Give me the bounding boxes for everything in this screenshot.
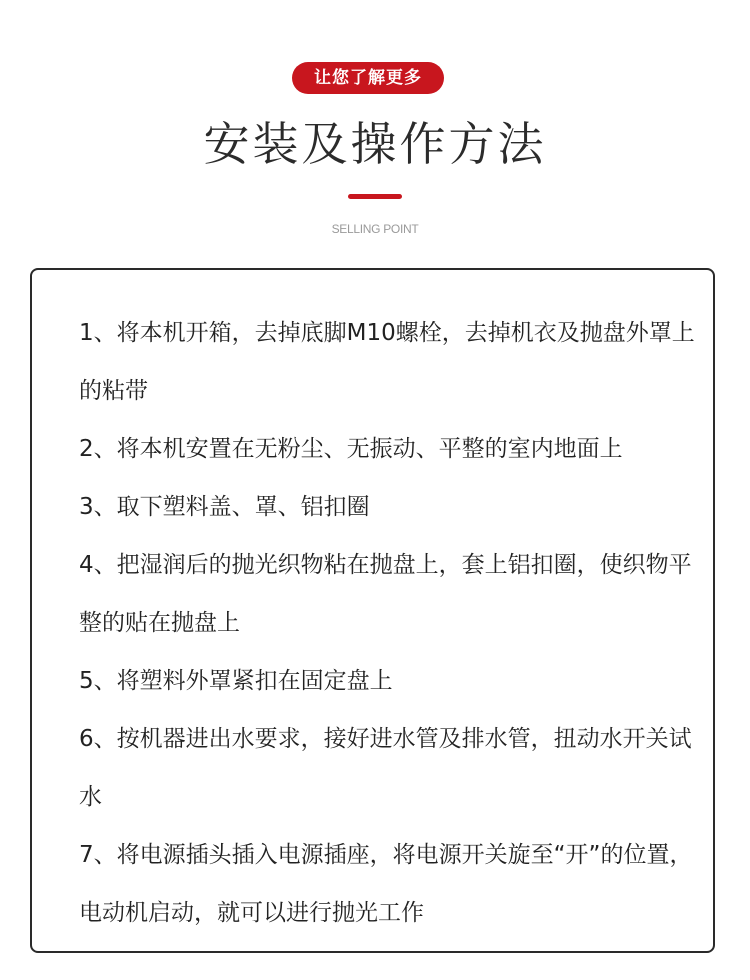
title-underline: [348, 194, 402, 199]
learn-more-badge: 让您了解更多: [292, 62, 444, 94]
instruction-step-3: 3、取下塑料盖、罩、铝扣圈: [79, 494, 370, 520]
instruction-step-1: 1、将本机开箱，去掉底脚M10螺栓，去掉机衣及抛盘外罩上的粘带: [79, 320, 695, 404]
instruction-list: [79, 304, 695, 942]
instruction-step-2: 2、将本机安置在无粉尘、无振动、平整的室内地面上: [79, 436, 623, 462]
instruction-step-7: 7、将电源插头插入电源插座，将电源开关旋至“开”的位置，电动机启动，就可以进行抛光工作: [79, 842, 693, 926]
page-title: 安装及操作方法: [203, 117, 547, 171]
instruction-step-4: 4、把湿润后的抛光织物粘在抛盘上，套上铝扣圈，使织物平整的贴在抛盘上: [79, 552, 692, 636]
page-subtitle: SELLING POINT: [331, 222, 419, 236]
instruction-step-6: 6、按机器进出水要求，接好进水管及排水管，扭动水开关试水: [79, 726, 692, 810]
instruction-step-5: 5、将塑料外罩紧扣在固定盘上: [79, 668, 393, 694]
